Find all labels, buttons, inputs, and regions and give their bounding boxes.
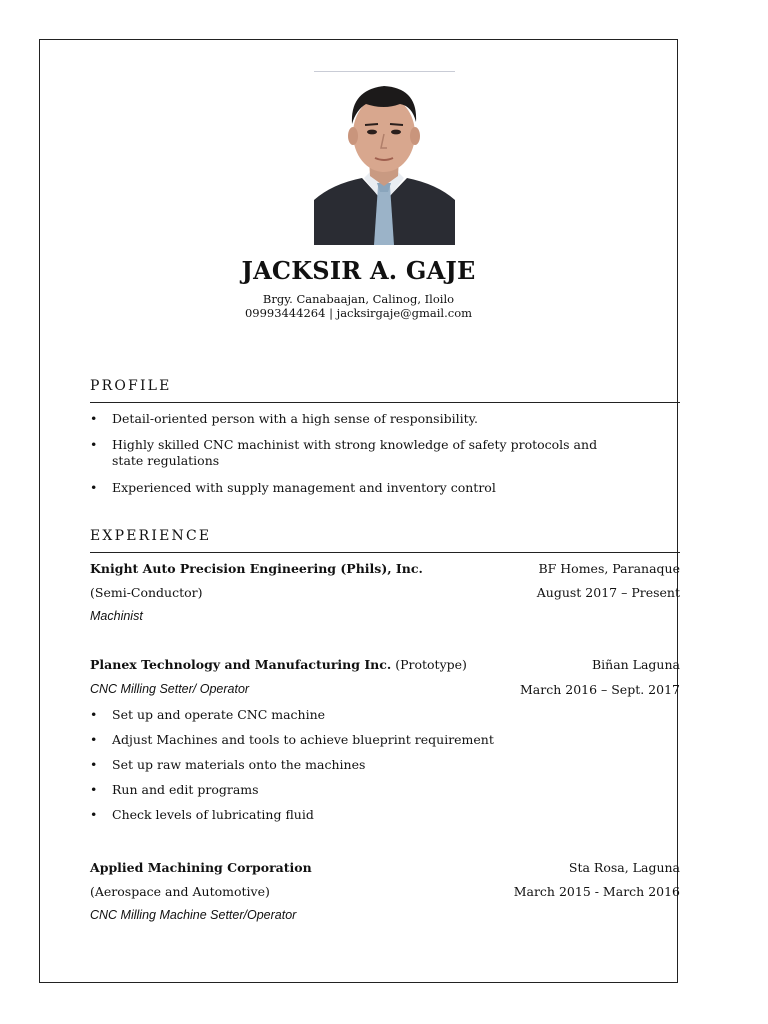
bullet-icon: • — [90, 411, 98, 426]
profile-photo — [314, 71, 455, 245]
experience-divider — [90, 552, 680, 553]
job-header — [90, 860, 680, 878]
job-header — [90, 657, 680, 675]
company-name: Applied Machining Corporation — [90, 860, 312, 875]
bullet-icon: • — [90, 437, 98, 452]
job-subheader — [90, 884, 680, 902]
industry-note: (Aerospace and Automotive) — [90, 884, 270, 899]
company-name: Planex Technology and Manufacturing Inc. — [90, 657, 392, 672]
address-line: Brgy. Canabaajan, Calinog, Iloilo — [262, 292, 455, 306]
job-header — [90, 561, 680, 579]
job-dates: March 2015 - March 2016 — [513, 884, 680, 899]
bullet-icon: • — [90, 480, 98, 495]
job-role: CNC Milling Machine Setter/Operator — [90, 908, 297, 922]
portrait-image — [314, 72, 455, 245]
profile-heading: PROFILE — [90, 378, 172, 394]
company-name: Knight Auto Precision Engineering (Phils), Inc. — [90, 561, 423, 576]
profile-divider — [90, 402, 680, 403]
job-role-row — [90, 908, 680, 926]
contact-line: 09993444264 | jacksirgaje@gmail.com — [244, 306, 473, 320]
bullet-icon: • — [90, 757, 98, 772]
experience-heading: EXPERIENCE — [90, 528, 212, 544]
bullet-icon: • — [90, 782, 98, 797]
job-location: Sta Rosa, Laguna — [568, 860, 680, 875]
job-subheader — [90, 682, 680, 700]
resume-page: JACKSIR A. GAJE Brgy. Canabaajan, Calinog, Iloilo 09993444264 | jacksirgaje@gmail.com PROFILE • Detail-oriented person with a high sense of responsibility. • Highly skilled CNC machinist with strong knowledge of safety protocols and state regulations • Experienced with supply management and inventory control EXPERIENCE Knight Auto Precision Engineering (Phils), Inc. BF Homes, Paranaque (Semi-Conductor) August 2017 – Present Machinist Planex Technology and Manufacturing Inc. (Prototype) Biñan Laguna CNC Milling Setter/ Operator March 2016 – Sept. 2017 • Set up and operate CNC machine • Adjust Machines and tools to achieve blueprint requirement • Set up raw materials onto the machines • Run and edit programs • Check levels of lubricating fluid Applied Machining Corporation Sta Rosa, Laguna (Aerospace and Automotive) March 2015 - March 2016 CNC Milling Machine Setter/Operator — [39, 39, 678, 983]
bullet-icon: • — [90, 807, 98, 822]
bullet-icon: • — [90, 707, 98, 722]
job-role: Machinist — [90, 609, 143, 623]
job-location: Biñan Laguna — [591, 657, 680, 672]
job-role: CNC Milling Setter/ Operator — [90, 682, 250, 696]
bullet-icon: • — [90, 732, 98, 747]
industry-note: (Prototype) — [395, 657, 467, 672]
applicant-name: JACKSIR A. GAJE — [241, 256, 476, 285]
job-subheader — [90, 585, 680, 603]
job-role-row — [90, 609, 680, 627]
job-location: BF Homes, Paranaque — [538, 561, 680, 576]
job-dates: March 2016 – Sept. 2017 — [519, 682, 680, 697]
industry-note: (Semi-Conductor) — [90, 585, 203, 600]
job-dates: August 2017 – Present — [536, 585, 680, 600]
